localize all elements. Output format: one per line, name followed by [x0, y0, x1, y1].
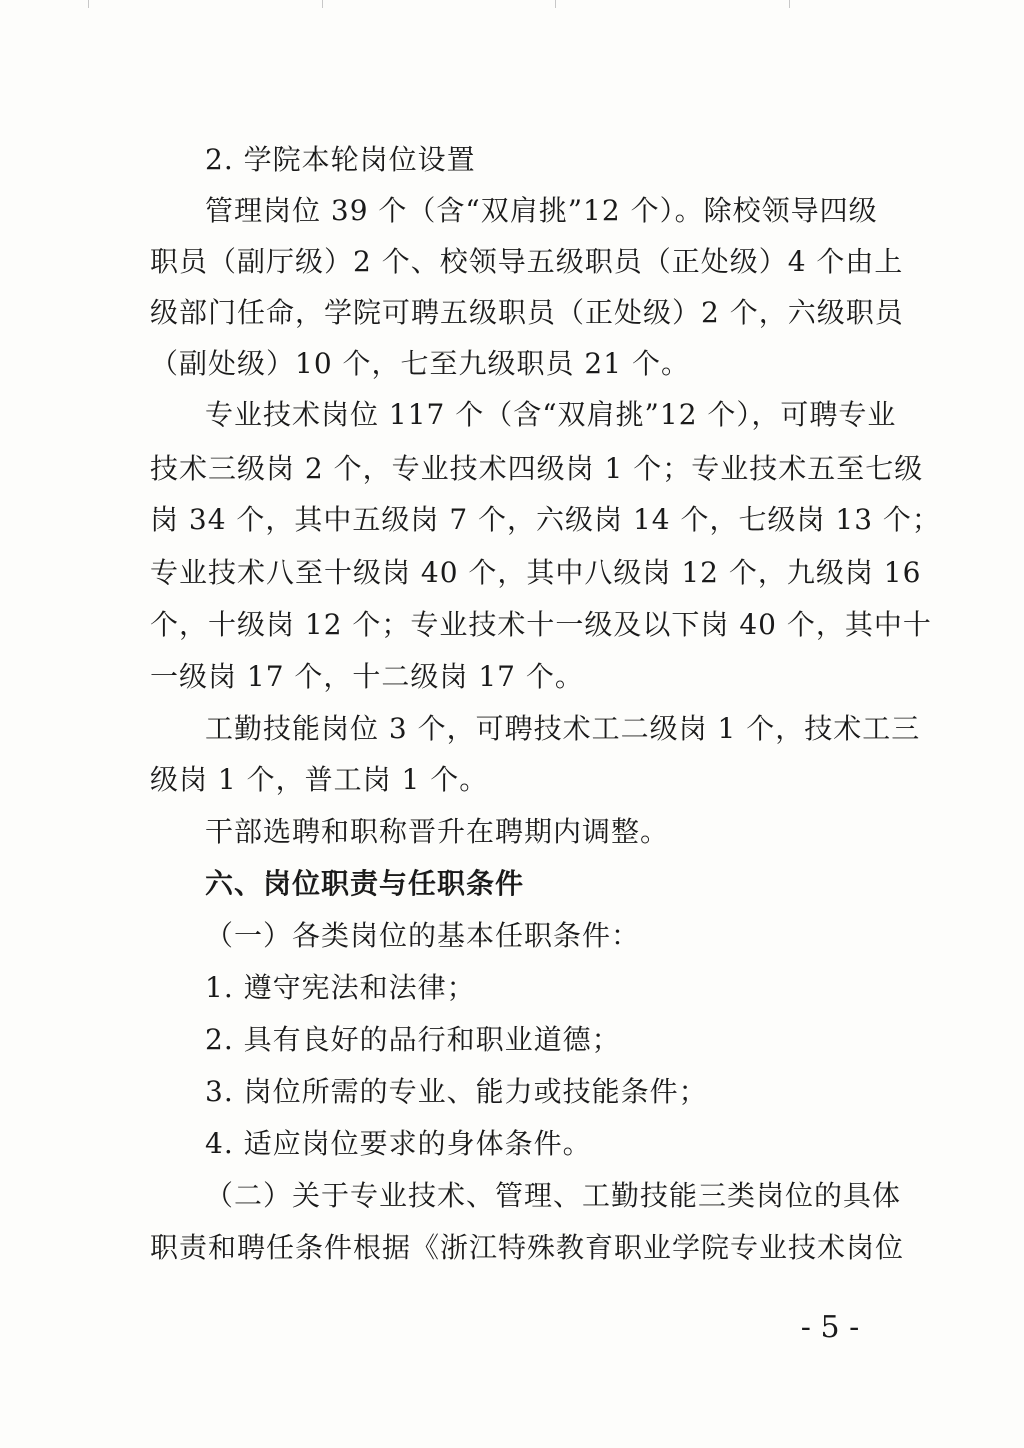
- paragraph-line: 专业技术岗位 117 个（含“双肩挑”12 个），可聘专业: [205, 398, 897, 431]
- list-item: 2. 具有良好的品行和职业道德；: [205, 1023, 621, 1056]
- paragraph-line: 专业技术八至十级岗 40 个，其中八级岗 12 个，九级岗 16: [150, 556, 922, 589]
- paragraph-line: 个，十级岗 12 个；专业技术十一级及以下岗 40 个，其中十: [150, 608, 932, 641]
- section-heading: 2. 学院本轮岗位设置: [205, 143, 476, 176]
- subsection-heading: （一）各类岗位的基本任职条件：: [205, 919, 641, 952]
- scan-mark: [555, 0, 556, 8]
- paragraph-line: 职员（副厅级）2 个、校领导五级职员（正处级）4 个由上: [150, 245, 904, 278]
- paragraph-line: （副处级）10 个，七至九级职员 21 个。: [150, 347, 690, 380]
- list-item: 3. 岗位所需的专业、能力或技能条件；: [205, 1075, 708, 1108]
- scan-mark: [789, 0, 790, 8]
- scan-mark: [88, 0, 89, 8]
- paragraph-line: 级岗 1 个，普工岗 1 个。: [150, 763, 489, 796]
- scan-mark: [322, 0, 323, 8]
- chapter-heading: 六、岗位职责与任职条件: [205, 867, 525, 900]
- paragraph-line: 管理岗位 39 个（含“双肩挑”12 个）。除校领导四级: [205, 194, 878, 227]
- paragraph-line: 职责和聘任条件根据《浙江特殊教育职业学院专业技术岗位: [150, 1231, 905, 1264]
- paragraph-line: 技术三级岗 2 个，专业技术四级岗 1 个；专业技术五至七级: [150, 452, 924, 485]
- paragraph-line: 工勤技能岗位 3 个，可聘技术工二级岗 1 个，技术工三: [205, 712, 921, 745]
- list-item: 1. 遵守宪法和法律；: [205, 971, 476, 1004]
- paragraph-line: 级部门任命，学院可聘五级职员（正处级）2 个，六级职员: [150, 296, 904, 329]
- paragraph-line: 干部选聘和职称晋升在聘期内调整。: [205, 815, 670, 848]
- paragraph-line: 岗 34 个，其中五级岗 7 个，六级岗 14 个，七级岗 13 个；: [150, 503, 941, 536]
- paragraph-line: 一级岗 17 个，十二级岗 17 个。: [150, 660, 584, 693]
- page-number: - 5 -: [800, 1310, 860, 1345]
- paragraph-line: （二）关于专业技术、管理、工勤技能三类岗位的具体: [205, 1179, 902, 1212]
- list-item: 4. 适应岗位要求的身体条件。: [205, 1127, 592, 1160]
